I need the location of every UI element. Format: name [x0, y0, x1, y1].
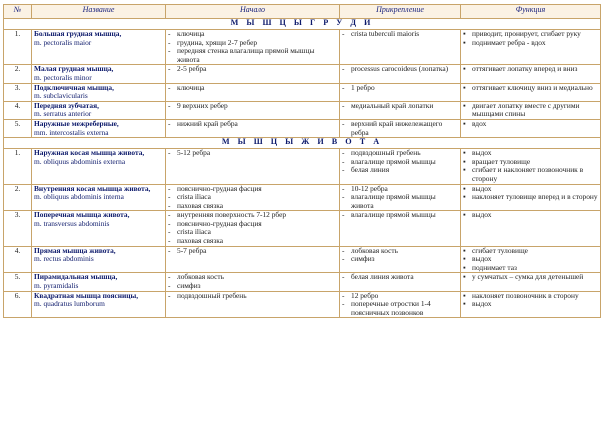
- bullet-marker: -: [342, 29, 345, 38]
- bullet-marker: -: [168, 101, 171, 110]
- list-item-text: белая линия живота: [351, 272, 414, 282]
- row-number: 4.: [4, 246, 32, 273]
- bullet-marker: ▪: [463, 184, 466, 193]
- bullet-marker: -: [342, 299, 345, 309]
- bullet-marker: -: [342, 156, 345, 166]
- bullet-marker: -: [168, 291, 171, 300]
- list-item: [342, 102, 458, 111]
- list-item: [168, 292, 337, 301]
- list-item-text: выдох: [472, 148, 492, 158]
- list-item: [168, 84, 337, 93]
- bullet-marker: -: [342, 291, 345, 300]
- list-item-text: медиальный край лопатки: [351, 101, 434, 110]
- insertion-cell: [340, 101, 461, 119]
- bullet-marker: -: [168, 227, 171, 237]
- header-name: Название: [32, 5, 166, 19]
- list-item-text: оттягивает лопатку вперед и вниз: [472, 64, 578, 74]
- list-item-text: поднимает ребра - вдох: [472, 37, 546, 47]
- muscle-latin-name: m. rectus abdominis: [34, 254, 94, 264]
- list-item: [342, 255, 458, 264]
- bullet-marker: -: [342, 210, 345, 220]
- list-item: [168, 282, 337, 291]
- bullet-marker: ▪: [463, 64, 466, 74]
- list-item-text: паховая связка: [177, 200, 224, 210]
- list-item-text: подвздошный гребень: [351, 148, 421, 158]
- bullet-marker: -: [342, 165, 345, 175]
- list-item: [342, 300, 458, 317]
- bullet-marker: -: [168, 272, 171, 282]
- function-cell: [461, 30, 601, 65]
- list-item-text: двигает лопатку вместе с другими мышцами спины: [472, 101, 580, 119]
- bullet-marker: ▪: [463, 165, 466, 175]
- list-item: [342, 166, 458, 175]
- bullet-marker: -: [168, 64, 171, 74]
- bullet-marker: -: [168, 83, 171, 92]
- bullet-marker: -: [168, 210, 171, 220]
- bullet-marker: -: [168, 246, 171, 255]
- bullet-marker: ▪: [463, 272, 466, 282]
- bullet-marker: -: [168, 218, 171, 228]
- table-row: [4, 119, 601, 137]
- bullet-marker: ▪: [463, 101, 466, 110]
- list-item-text: приводит, пронирует, сгибает руку: [472, 29, 581, 38]
- list-item: [342, 65, 458, 74]
- list-item-text: влагалище прямой мышцы: [351, 210, 436, 220]
- muscle-name-cell: [32, 83, 166, 101]
- list-item-text: 2-5 ребра: [177, 64, 207, 74]
- origin-cell: [166, 184, 340, 211]
- list-item: [463, 264, 598, 273]
- list-item-text: подвздошный гребень: [177, 291, 247, 300]
- function-cell: [461, 291, 601, 318]
- muscle-latin-name: m. obliquus abdominis externa: [34, 156, 126, 166]
- muscle-latin-name: m. subclavicularis: [34, 91, 88, 101]
- list-item-text: вращает туловище: [472, 156, 531, 166]
- list-item-text: выдох: [472, 184, 492, 193]
- bullet-marker: ▪: [463, 246, 466, 255]
- list-item-text: сгибает туловище: [472, 246, 528, 255]
- bullet-marker: -: [168, 119, 171, 128]
- list-item-text: crista tuberculi maioris: [351, 29, 420, 38]
- list-item: [463, 120, 598, 129]
- insertion-cell: [340, 30, 461, 65]
- list-item-text: симфиз: [177, 281, 201, 291]
- bullet-marker: ▪: [463, 254, 466, 264]
- muscle-name: Внутренняя косая мышца живота,: [34, 184, 151, 193]
- bullet-marker: ▪: [463, 192, 466, 202]
- list-item: [342, 120, 458, 137]
- row-number: 6.: [4, 291, 32, 318]
- list-item: [463, 300, 598, 309]
- origin-cell: [166, 291, 340, 318]
- list-item-text: ключица: [177, 83, 205, 92]
- bullet-marker: -: [168, 37, 171, 47]
- bullet-marker: -: [342, 184, 345, 193]
- insertion-cell: [340, 119, 461, 137]
- muscle-name: Прямая мышца живота,: [34, 246, 116, 255]
- muscle-table-wrapper: [3, 4, 600, 318]
- bullet-marker: -: [168, 200, 171, 210]
- list-item-text: 5-7 ребра: [177, 246, 207, 255]
- list-item: [463, 273, 598, 282]
- muscle-name-cell: [32, 246, 166, 273]
- origin-cell: [166, 119, 340, 137]
- origin-cell: [166, 30, 340, 65]
- list-item: [168, 47, 337, 64]
- list-item: [342, 84, 458, 93]
- table-row: [4, 246, 601, 273]
- bullet-marker: -: [168, 46, 171, 56]
- list-item: [168, 65, 337, 74]
- list-item-text: 12 ребро: [351, 291, 379, 300]
- function-cell: [461, 101, 601, 119]
- insertion-cell: [340, 291, 461, 318]
- list-item: [342, 30, 458, 39]
- table-row: [4, 149, 601, 184]
- function-cell: [461, 65, 601, 83]
- bullet-marker: -: [168, 236, 171, 246]
- bullet-marker: -: [168, 184, 171, 193]
- origin-cell: [166, 246, 340, 273]
- section-header-row: [4, 138, 601, 149]
- muscle-latin-name: mm. intercostalis externa: [34, 127, 109, 137]
- list-item-text: лобковая кость: [177, 272, 224, 282]
- origin-cell: [166, 83, 340, 101]
- list-item-text: сгибает и наклоняет позвоночник в сторону: [472, 165, 584, 183]
- muscle-latin-name: m. obliquus abdominis interna: [34, 192, 124, 202]
- insertion-cell: [340, 211, 461, 246]
- header-function: Функция: [461, 5, 601, 19]
- section-title: М Ы Ш Ц Ы Г Р У Д И: [4, 19, 601, 30]
- origin-cell: [166, 273, 340, 291]
- list-item: [342, 193, 458, 210]
- list-item-text: влагалище прямой мышцы живота: [351, 192, 436, 210]
- list-item-text: поперечные отростки 1-4 поясничных позвонков: [351, 299, 431, 317]
- list-item-text: crista iliaca: [177, 192, 211, 202]
- section-title: М Ы Ш Ц Ы Ж И В О Т А: [4, 138, 601, 149]
- list-item-text: processus carocoideus (лопатка): [351, 64, 449, 74]
- list-item: [463, 84, 598, 93]
- bullet-marker: ▪: [463, 210, 466, 220]
- header-origin: Начало: [166, 5, 340, 19]
- bullet-marker: -: [342, 272, 345, 282]
- function-cell: [461, 273, 601, 291]
- muscle-name: Наружные межреберные,: [34, 119, 119, 128]
- muscle-name-cell: [32, 119, 166, 137]
- list-item-text: пояснично-грудная фасция: [177, 218, 262, 228]
- row-number: 5.: [4, 273, 32, 291]
- list-item-text: выдох: [472, 299, 492, 309]
- bullet-marker: -: [342, 254, 345, 264]
- list-item: [463, 39, 598, 48]
- list-item-text: белая линия: [351, 165, 390, 175]
- row-number: 2.: [4, 65, 32, 83]
- list-item-text: оттягивает ключицу вниз и медиально: [472, 83, 593, 92]
- bullet-marker: ▪: [463, 156, 466, 166]
- muscle-latin-name: m. pectoralis maior: [34, 37, 92, 47]
- bullet-marker: ▪: [463, 148, 466, 158]
- list-item: [463, 166, 598, 183]
- list-item: [168, 102, 337, 111]
- muscle-name: Передняя зубчатая,: [34, 101, 99, 110]
- list-item: [342, 211, 458, 220]
- function-cell: [461, 149, 601, 184]
- bullet-marker: -: [342, 148, 345, 158]
- list-item-text: влагалище прямой мышцы: [351, 156, 436, 166]
- muscle-latin-name: m. serratus anterior: [34, 109, 92, 119]
- function-cell: [461, 119, 601, 137]
- bullet-marker: ▪: [463, 262, 466, 272]
- list-item-text: грудина, хрящи 2-7 ребер: [177, 37, 258, 47]
- muscle-name: Квадратная мышца поясницы,: [34, 291, 139, 300]
- muscle-name: Подключичная мышца,: [34, 83, 114, 92]
- list-item-text: паховая связка: [177, 236, 224, 246]
- list-item: [342, 273, 458, 282]
- muscle-name: Пирамидальная мышца,: [34, 272, 118, 282]
- list-item-text: поднимает таз: [472, 262, 517, 272]
- insertion-cell: [340, 65, 461, 83]
- bullet-marker: -: [342, 83, 345, 92]
- origin-cell: [166, 65, 340, 83]
- table-row: [4, 211, 601, 246]
- list-item-text: лобковая кость: [351, 246, 398, 255]
- origin-cell: [166, 149, 340, 184]
- list-item-text: симфиз: [351, 254, 375, 264]
- bullet-marker: ▪: [463, 29, 466, 38]
- list-item-text: 1 ребро: [351, 83, 375, 92]
- muscle-name: Наружная косая мышца живота,: [34, 148, 145, 158]
- table-row: [4, 83, 601, 101]
- function-cell: [461, 211, 601, 246]
- list-item-text: 5-12 ребра: [177, 148, 211, 158]
- table-row: [4, 291, 601, 318]
- muscle-name-cell: [32, 184, 166, 211]
- insertion-cell: [340, 184, 461, 211]
- muscle-name: Малая грудная мышца,: [34, 64, 114, 74]
- list-item-text: выдох: [472, 254, 492, 264]
- list-item: [168, 247, 337, 256]
- list-item-text: наклоняет туловище вперед и в сторону: [472, 192, 598, 202]
- list-item: [463, 65, 598, 74]
- table-header-row: [4, 5, 601, 19]
- list-item-text: 9 верхних ребер: [177, 101, 228, 110]
- bullet-marker: -: [342, 192, 345, 202]
- function-cell: [461, 83, 601, 101]
- table-row: [4, 65, 601, 83]
- bullet-marker: -: [168, 29, 171, 38]
- list-item-text: передняя стенка влагалища прямой мышцы живота: [177, 46, 315, 64]
- table-body: [4, 19, 601, 318]
- bullet-marker: -: [342, 119, 345, 128]
- list-item-text: у сумчатых – сумка для детенышей: [472, 272, 584, 282]
- muscle-name-cell: [32, 291, 166, 318]
- muscle-latin-name: m. pectoralis minor: [34, 72, 92, 82]
- table-row: [4, 101, 601, 119]
- bullet-marker: -: [168, 192, 171, 202]
- function-cell: [461, 184, 601, 211]
- insertion-cell: [340, 149, 461, 184]
- bullet-marker: -: [342, 64, 345, 74]
- list-item: [463, 193, 598, 202]
- insertion-cell: [340, 273, 461, 291]
- bullet-marker: -: [168, 281, 171, 291]
- list-item-text: ключица: [177, 29, 205, 38]
- bullet-marker: ▪: [463, 299, 466, 309]
- list-item: [168, 149, 337, 158]
- muscle-name-cell: [32, 211, 166, 246]
- function-cell: [461, 246, 601, 273]
- row-number: 1.: [4, 30, 32, 65]
- insertion-cell: [340, 83, 461, 101]
- header-num: №: [4, 5, 32, 19]
- table-row: [4, 184, 601, 211]
- list-item-text: верхний край нижележащего ребра: [351, 119, 443, 137]
- list-item-text: нижний край ребра: [177, 119, 238, 128]
- muscle-name-cell: [32, 30, 166, 65]
- muscle-name-cell: [32, 65, 166, 83]
- row-number: 3.: [4, 211, 32, 246]
- bullet-marker: -: [342, 101, 345, 110]
- table-row: [4, 273, 601, 291]
- row-number: 4.: [4, 101, 32, 119]
- bullet-marker: ▪: [463, 119, 466, 128]
- list-item-text: 10-12 ребра: [351, 184, 388, 193]
- bullet-marker: ▪: [463, 291, 466, 300]
- list-item-text: пояснично-грудная фасция: [177, 184, 262, 193]
- row-number: 2.: [4, 184, 32, 211]
- muscle-name-cell: [32, 149, 166, 184]
- row-number: 5.: [4, 119, 32, 137]
- section-header-row: [4, 19, 601, 30]
- bullet-marker: -: [168, 148, 171, 158]
- table-row: [4, 30, 601, 65]
- muscle-name: Большая грудная мышца,: [34, 29, 122, 38]
- bullet-marker: -: [342, 246, 345, 255]
- row-number: 3.: [4, 83, 32, 101]
- list-item-text: вдох: [472, 119, 487, 128]
- bullet-marker: ▪: [463, 37, 466, 47]
- list-item: [168, 202, 337, 211]
- insertion-cell: [340, 246, 461, 273]
- row-number: 1.: [4, 149, 32, 184]
- list-item: [168, 237, 337, 246]
- muscle-latin-name: m. pyramidalis: [34, 281, 79, 291]
- bullet-marker: ▪: [463, 83, 466, 92]
- muscle-latin-name: m. transversus abdominis: [34, 218, 110, 228]
- list-item-text: наклоняет позвоночник в сторону: [472, 291, 579, 300]
- list-item: [463, 211, 598, 220]
- muscle-name-cell: [32, 101, 166, 119]
- list-item-text: crista iliaca: [177, 227, 211, 237]
- header-insertion: Прикрепление: [340, 5, 461, 19]
- list-item-text: внутренняя поверхность 7-12 рбер: [177, 210, 287, 220]
- origin-cell: [166, 101, 340, 119]
- list-item-text: выдох: [472, 210, 492, 220]
- muscle-latin-name: m. quadratus lumborum: [34, 299, 105, 309]
- list-item: [168, 120, 337, 129]
- list-item: [463, 102, 598, 119]
- muscle-name-cell: [32, 273, 166, 291]
- origin-cell: [166, 211, 340, 246]
- muscle-name: Поперечная мышца живота,: [34, 210, 130, 220]
- muscle-table: [3, 4, 601, 318]
